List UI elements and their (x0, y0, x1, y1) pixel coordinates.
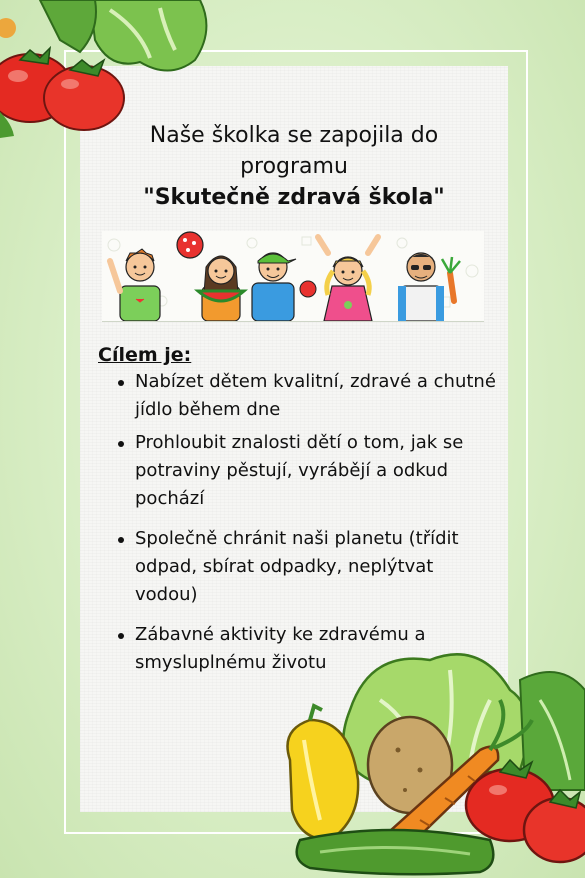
goal-text: Prohloubit znalosti dětí o tom, jak se potraviny pěstují, vyrábějí a odkud pochází (135, 432, 464, 509)
list-item (118, 525, 498, 609)
title-line-2: programu (240, 154, 348, 179)
bullet-icon (118, 633, 124, 639)
goal-text: Nabízet dětem kvalitní, zdravé a chutné jídlo během dne (135, 371, 496, 420)
goal-text: Zábavné aktivity ke zdravému a smysluplnému životu (135, 624, 426, 673)
bullet-icon (118, 441, 124, 447)
vegetables-illustration (270, 640, 585, 878)
goal-list (98, 368, 498, 677)
bullet-icon (118, 380, 124, 386)
bullet-icon (118, 537, 124, 543)
tomato-lettuce-illustration (0, 0, 230, 140)
goals-section (98, 344, 498, 682)
banner-rule (102, 321, 484, 322)
children-illustration (102, 231, 484, 321)
title-line-1: Naše školka se zapojila do (149, 123, 439, 148)
goal-text: Společně chránit naši planetu (třídit odpad, sbírat odpadky, neplýtvat vodou) (135, 528, 459, 605)
program-name: "Skutečně zdravá škola" (143, 185, 445, 210)
list-item (118, 368, 498, 424)
list-item (118, 429, 498, 513)
goals-heading: Cílem je: (98, 344, 192, 366)
